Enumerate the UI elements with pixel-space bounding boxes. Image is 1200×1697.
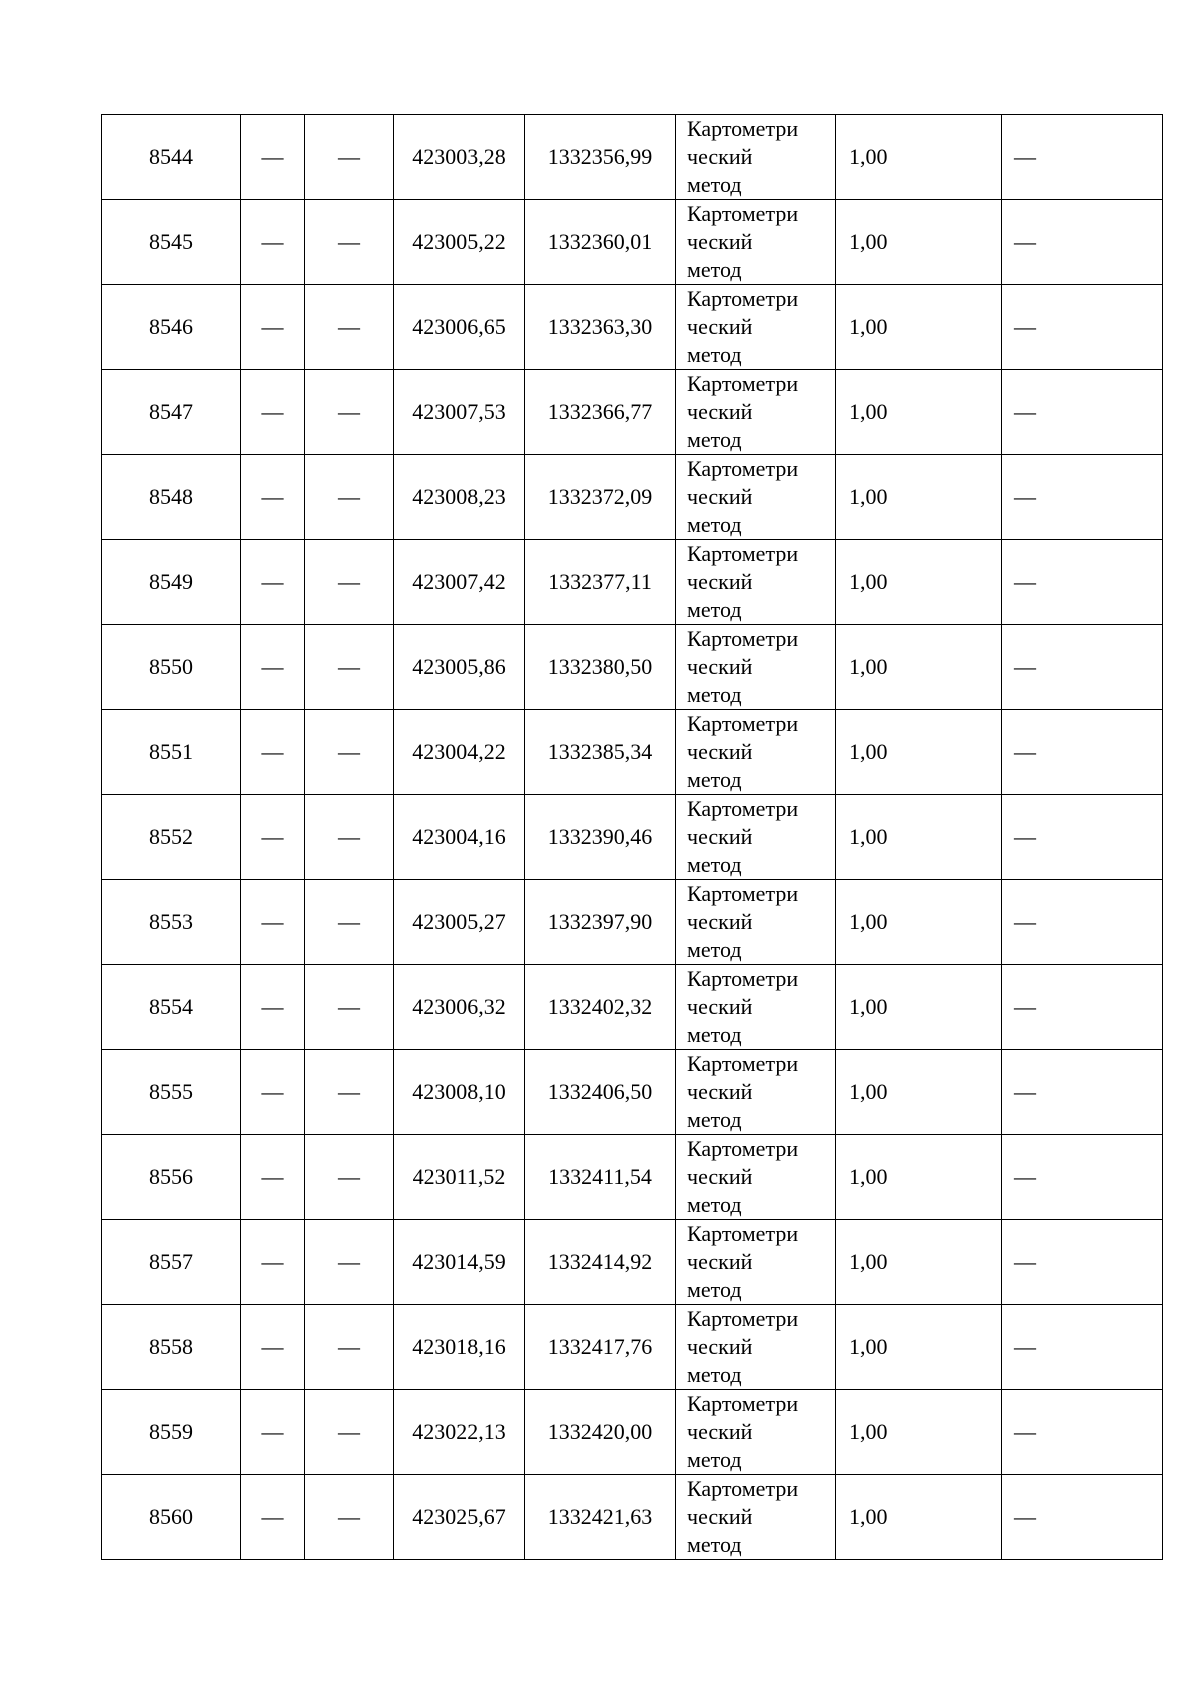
description-cell: — xyxy=(1002,1305,1163,1390)
old-x-cell: — xyxy=(241,1475,305,1560)
old-x-cell: — xyxy=(241,1220,305,1305)
description-cell: — xyxy=(1002,795,1163,880)
accuracy-cell: 1,00 xyxy=(836,540,1002,625)
accuracy-cell: 1,00 xyxy=(836,285,1002,370)
y-coordinate-cell: 1332406,50 xyxy=(525,1050,676,1135)
old-x-cell: — xyxy=(241,795,305,880)
method-line: метод xyxy=(687,597,742,622)
point-number-cell: 8553 xyxy=(102,880,241,965)
point-number-cell: 8552 xyxy=(102,795,241,880)
y-coordinate-cell: 1332366,77 xyxy=(525,370,676,455)
method-cell xyxy=(676,880,836,965)
x-coordinate-cell: 423014,59 xyxy=(394,1220,525,1305)
point-number-cell: 8551 xyxy=(102,710,241,795)
method-line: Картометри xyxy=(687,881,799,906)
description-cell: — xyxy=(1002,710,1163,795)
x-coordinate-cell: 423008,23 xyxy=(394,455,525,540)
table-row xyxy=(102,1305,1163,1390)
method-cell xyxy=(676,1135,836,1220)
accuracy-cell: 1,00 xyxy=(836,200,1002,285)
x-coordinate-cell: 423008,10 xyxy=(394,1050,525,1135)
method-line: ческий xyxy=(687,314,753,339)
method-line: метод xyxy=(687,512,742,537)
table-row xyxy=(102,455,1163,540)
method-line: Картометри xyxy=(687,1221,799,1246)
method-line: метод xyxy=(687,1022,742,1047)
x-coordinate-cell: 423007,53 xyxy=(394,370,525,455)
method-line: метод xyxy=(687,1447,742,1472)
table-body xyxy=(102,115,1163,1560)
accuracy-cell: 1,00 xyxy=(836,625,1002,710)
y-coordinate-cell: 1332360,01 xyxy=(525,200,676,285)
old-x-cell: — xyxy=(241,285,305,370)
point-number-cell: 8559 xyxy=(102,1390,241,1475)
method-line: ческий xyxy=(687,994,753,1019)
description-cell: — xyxy=(1002,115,1163,200)
point-number-cell: 8547 xyxy=(102,370,241,455)
table-row xyxy=(102,1390,1163,1475)
method-line: метод xyxy=(687,852,742,877)
old-y-cell: — xyxy=(305,710,394,795)
description-cell: — xyxy=(1002,200,1163,285)
method-cell xyxy=(676,1390,836,1475)
accuracy-cell: 1,00 xyxy=(836,710,1002,795)
method-line: Картометри xyxy=(687,116,799,141)
table-row xyxy=(102,710,1163,795)
method-cell xyxy=(676,540,836,625)
method-line: метод xyxy=(687,427,742,452)
x-coordinate-cell: 423005,86 xyxy=(394,625,525,710)
old-y-cell: — xyxy=(305,795,394,880)
y-coordinate-cell: 1332363,30 xyxy=(525,285,676,370)
method-line: Картометри xyxy=(687,456,799,481)
table-row xyxy=(102,965,1163,1050)
x-coordinate-cell: 423025,67 xyxy=(394,1475,525,1560)
old-y-cell: — xyxy=(305,880,394,965)
table-row xyxy=(102,625,1163,710)
old-y-cell: — xyxy=(305,1050,394,1135)
method-cell xyxy=(676,1475,836,1560)
point-number-cell: 8545 xyxy=(102,200,241,285)
table-row xyxy=(102,540,1163,625)
point-number-cell: 8550 xyxy=(102,625,241,710)
point-number-cell: 8554 xyxy=(102,965,241,1050)
method-cell xyxy=(676,455,836,540)
method-line: Картометри xyxy=(687,626,799,651)
accuracy-cell: 1,00 xyxy=(836,115,1002,200)
table-row xyxy=(102,285,1163,370)
method-line: метод xyxy=(687,342,742,367)
accuracy-cell: 1,00 xyxy=(836,1050,1002,1135)
method-line: ческий xyxy=(687,1164,753,1189)
point-number-cell: 8560 xyxy=(102,1475,241,1560)
table-row xyxy=(102,370,1163,455)
y-coordinate-cell: 1332372,09 xyxy=(525,455,676,540)
method-cell xyxy=(676,1050,836,1135)
method-line: ческий xyxy=(687,909,753,934)
old-x-cell: — xyxy=(241,200,305,285)
x-coordinate-cell: 423018,16 xyxy=(394,1305,525,1390)
method-line: метод xyxy=(687,1277,742,1302)
method-line: Картометри xyxy=(687,541,799,566)
method-line: Картометри xyxy=(687,966,799,991)
table-row xyxy=(102,1135,1163,1220)
old-x-cell: — xyxy=(241,1135,305,1220)
y-coordinate-cell: 1332420,00 xyxy=(525,1390,676,1475)
accuracy-cell: 1,00 xyxy=(836,965,1002,1050)
x-coordinate-cell: 423006,65 xyxy=(394,285,525,370)
method-line: Картометри xyxy=(687,1476,799,1501)
old-y-cell: — xyxy=(305,285,394,370)
method-cell xyxy=(676,115,836,200)
point-number-cell: 8549 xyxy=(102,540,241,625)
method-line: ческий xyxy=(687,144,753,169)
method-cell xyxy=(676,200,836,285)
method-line: Картометри xyxy=(687,1051,799,1076)
method-line: Картометри xyxy=(687,1136,799,1161)
x-coordinate-cell: 423022,13 xyxy=(394,1390,525,1475)
x-coordinate-cell: 423003,28 xyxy=(394,115,525,200)
point-number-cell: 8557 xyxy=(102,1220,241,1305)
description-cell: — xyxy=(1002,1050,1163,1135)
old-x-cell: — xyxy=(241,625,305,710)
old-y-cell: — xyxy=(305,965,394,1050)
method-line: метод xyxy=(687,767,742,792)
accuracy-cell: 1,00 xyxy=(836,455,1002,540)
description-cell: — xyxy=(1002,880,1163,965)
point-number-cell: 8556 xyxy=(102,1135,241,1220)
accuracy-cell: 1,00 xyxy=(836,1390,1002,1475)
method-line: метод xyxy=(687,1532,742,1557)
y-coordinate-cell: 1332411,54 xyxy=(525,1135,676,1220)
method-line: ческий xyxy=(687,569,753,594)
point-number-cell: 8548 xyxy=(102,455,241,540)
old-x-cell: — xyxy=(241,455,305,540)
method-cell xyxy=(676,285,836,370)
method-line: метод xyxy=(687,1192,742,1217)
method-line: ческий xyxy=(687,484,753,509)
old-y-cell: — xyxy=(305,370,394,455)
method-line: ческий xyxy=(687,824,753,849)
method-cell xyxy=(676,1305,836,1390)
old-x-cell: — xyxy=(241,965,305,1050)
old-y-cell: — xyxy=(305,1135,394,1220)
accuracy-cell: 1,00 xyxy=(836,880,1002,965)
description-cell: — xyxy=(1002,1135,1163,1220)
x-coordinate-cell: 423011,52 xyxy=(394,1135,525,1220)
accuracy-cell: 1,00 xyxy=(836,1475,1002,1560)
old-y-cell: — xyxy=(305,540,394,625)
description-cell: — xyxy=(1002,625,1163,710)
old-y-cell: — xyxy=(305,1220,394,1305)
table-row xyxy=(102,795,1163,880)
description-cell: — xyxy=(1002,370,1163,455)
accuracy-cell: 1,00 xyxy=(836,1135,1002,1220)
method-line: ческий xyxy=(687,399,753,424)
method-line: Картометри xyxy=(687,371,799,396)
description-cell: — xyxy=(1002,965,1163,1050)
method-cell xyxy=(676,625,836,710)
coordinates-table xyxy=(101,114,1163,1560)
old-y-cell: — xyxy=(305,1390,394,1475)
accuracy-cell: 1,00 xyxy=(836,370,1002,455)
description-cell: — xyxy=(1002,285,1163,370)
method-line: ческий xyxy=(687,1504,753,1529)
y-coordinate-cell: 1332380,50 xyxy=(525,625,676,710)
table-row xyxy=(102,1475,1163,1560)
x-coordinate-cell: 423005,27 xyxy=(394,880,525,965)
table-row xyxy=(102,1220,1163,1305)
method-cell xyxy=(676,370,836,455)
method-line: ческий xyxy=(687,1079,753,1104)
method-line: метод xyxy=(687,1362,742,1387)
old-y-cell: — xyxy=(305,1475,394,1560)
method-cell xyxy=(676,1220,836,1305)
old-y-cell: — xyxy=(305,455,394,540)
method-line: Картометри xyxy=(687,201,799,226)
old-x-cell: — xyxy=(241,1050,305,1135)
old-x-cell: — xyxy=(241,540,305,625)
old-y-cell: — xyxy=(305,1305,394,1390)
y-coordinate-cell: 1332377,11 xyxy=(525,540,676,625)
x-coordinate-cell: 423005,22 xyxy=(394,200,525,285)
x-coordinate-cell: 423004,22 xyxy=(394,710,525,795)
point-number-cell: 8544 xyxy=(102,115,241,200)
method-line: Картометри xyxy=(687,1391,799,1416)
y-coordinate-cell: 1332356,99 xyxy=(525,115,676,200)
table-row xyxy=(102,200,1163,285)
accuracy-cell: 1,00 xyxy=(836,795,1002,880)
y-coordinate-cell: 1332417,76 xyxy=(525,1305,676,1390)
table-row xyxy=(102,1050,1163,1135)
method-line: ческий xyxy=(687,739,753,764)
method-line: Картометри xyxy=(687,796,799,821)
point-number-cell: 8546 xyxy=(102,285,241,370)
description-cell: — xyxy=(1002,455,1163,540)
accuracy-cell: 1,00 xyxy=(836,1220,1002,1305)
method-line: ческий xyxy=(687,654,753,679)
old-y-cell: — xyxy=(305,200,394,285)
table-row xyxy=(102,115,1163,200)
old-x-cell: — xyxy=(241,1390,305,1475)
method-line: Картометри xyxy=(687,286,799,311)
y-coordinate-cell: 1332421,63 xyxy=(525,1475,676,1560)
method-line: Картометри xyxy=(687,711,799,736)
x-coordinate-cell: 423007,42 xyxy=(394,540,525,625)
description-cell: — xyxy=(1002,540,1163,625)
x-coordinate-cell: 423006,32 xyxy=(394,965,525,1050)
description-cell: — xyxy=(1002,1475,1163,1560)
old-y-cell: — xyxy=(305,115,394,200)
old-x-cell: — xyxy=(241,880,305,965)
old-x-cell: — xyxy=(241,370,305,455)
old-x-cell: — xyxy=(241,710,305,795)
method-line: метод xyxy=(687,257,742,282)
y-coordinate-cell: 1332397,90 xyxy=(525,880,676,965)
method-cell xyxy=(676,710,836,795)
method-line: метод xyxy=(687,172,742,197)
table-row xyxy=(102,880,1163,965)
y-coordinate-cell: 1332385,34 xyxy=(525,710,676,795)
method-line: ческий xyxy=(687,1419,753,1444)
method-cell xyxy=(676,965,836,1050)
old-x-cell: — xyxy=(241,1305,305,1390)
point-number-cell: 8558 xyxy=(102,1305,241,1390)
method-line: метод xyxy=(687,937,742,962)
y-coordinate-cell: 1332402,32 xyxy=(525,965,676,1050)
method-line: ческий xyxy=(687,1249,753,1274)
method-line: ческий xyxy=(687,1334,753,1359)
description-cell: — xyxy=(1002,1390,1163,1475)
method-cell xyxy=(676,795,836,880)
description-cell: — xyxy=(1002,1220,1163,1305)
point-number-cell: 8555 xyxy=(102,1050,241,1135)
y-coordinate-cell: 1332390,46 xyxy=(525,795,676,880)
method-line: метод xyxy=(687,682,742,707)
old-y-cell: — xyxy=(305,625,394,710)
old-x-cell: — xyxy=(241,115,305,200)
method-line: Картометри xyxy=(687,1306,799,1331)
accuracy-cell: 1,00 xyxy=(836,1305,1002,1390)
method-line: метод xyxy=(687,1107,742,1132)
y-coordinate-cell: 1332414,92 xyxy=(525,1220,676,1305)
x-coordinate-cell: 423004,16 xyxy=(394,795,525,880)
method-line: ческий xyxy=(687,229,753,254)
